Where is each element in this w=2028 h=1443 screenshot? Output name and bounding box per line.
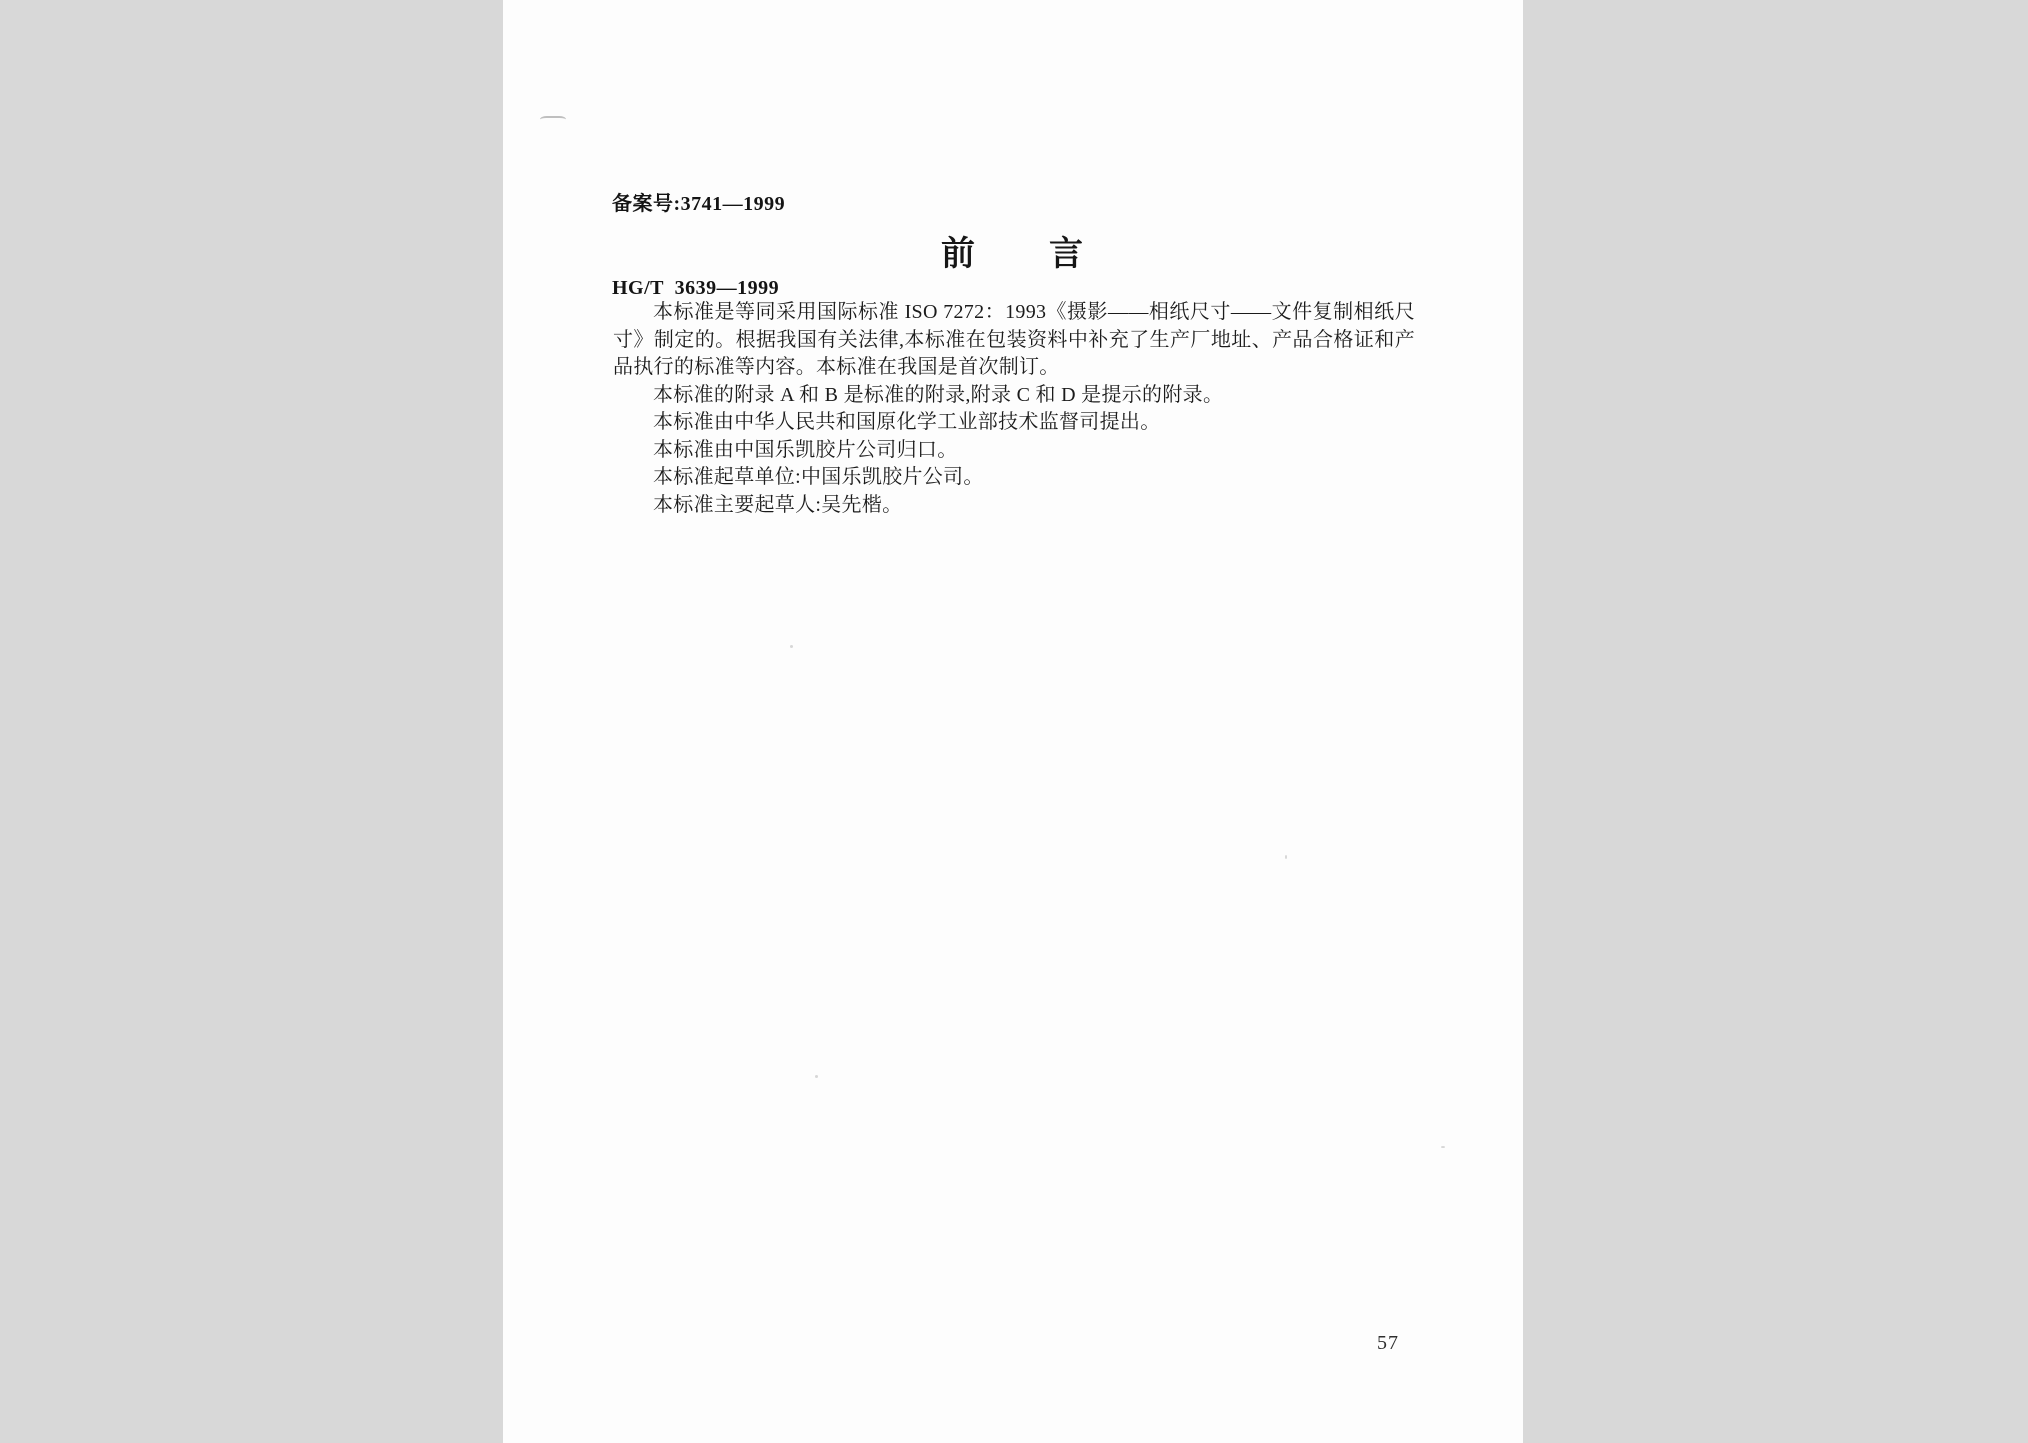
paragraph-intro: 本标准是等同采用国际标准 ISO 7272：1993《摄影——相纸尺寸——文件复制相纸尺寸》制定的。根据我国有关法律,本标准在包装资料中补充了生产厂地址、产品合格证和产品执行的标准等内容。本标准在我国是首次制订。 — [613, 301, 1415, 378]
paragraph-annexes: 本标准的附录 A 和 B 是标准的附录,附录 C 和 D 是提示的附录。 — [653, 383, 1224, 406]
paragraph-centralized-by: 本标准由中国乐凯胶片公司归口。 — [653, 438, 958, 461]
scan-speck — [815, 1075, 818, 1078]
paragraph-drafting-unit: 本标准起草单位:中国乐凯胶片公司。 — [653, 466, 984, 488]
scan-speck — [1285, 855, 1287, 859]
page-title: 前 言 — [941, 236, 1085, 273]
scan-pen-mark — [540, 116, 566, 123]
standard-number: HG/T 3639—1999 — [612, 277, 780, 299]
page-number: 57 — [1377, 1332, 1399, 1354]
document-body — [613, 299, 1415, 519]
record-number: 备案号:3741—1999 — [612, 193, 786, 215]
paragraph-proposed-by: 本标准由中华人民共和国原化学工业部技术监督司提出。 — [653, 411, 1161, 433]
scan-speck — [790, 645, 793, 648]
paragraph-drafter: 本标准主要起草人:吴先楷。 — [653, 493, 903, 516]
scan-speck — [1441, 1146, 1445, 1148]
document-page — [503, 0, 1523, 1443]
